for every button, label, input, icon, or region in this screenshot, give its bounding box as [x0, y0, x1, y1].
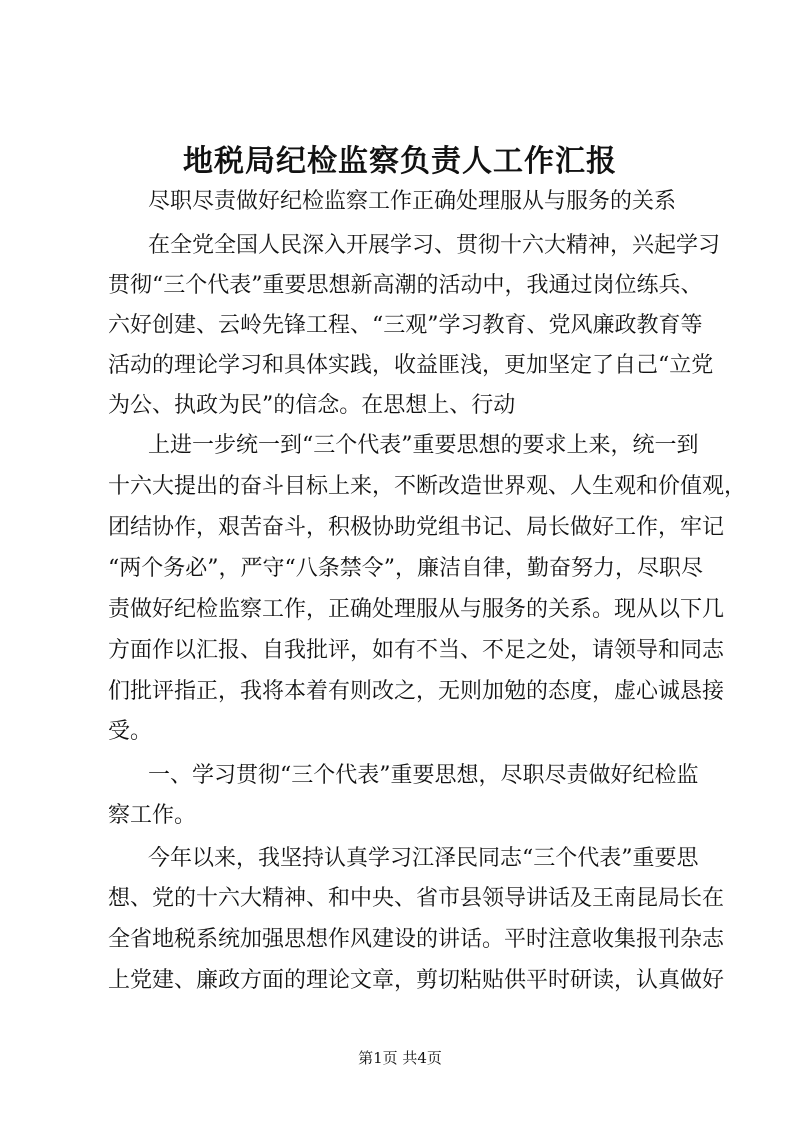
- line-text: 责做好纪检监察工作，正确处理服从与服务的关系。现从以下几: [108, 597, 725, 622]
- text-line: [0, 228, 800, 264]
- line-text: 十六大提出的奋斗目标上来，不断改造世界观、人生观和价值观，: [108, 474, 747, 499]
- text-line: [0, 881, 800, 917]
- line-text: 上进一步统一到“三个代表”重要思想的要求上来，统一到: [148, 433, 699, 458]
- section-heading-text: 一、学习贯彻“三个代表”重要思想，尽职尽责做好纪检监: [148, 763, 699, 788]
- text-line: [0, 714, 800, 750]
- line-text: 为公、执政为民”的信念。在思想上、行动: [108, 393, 516, 418]
- text-line: [0, 841, 800, 877]
- line-text: 们批评指正，我将本着有则改之，无则加勉的态度，虚心诚恳接: [108, 679, 725, 704]
- text-line: [0, 674, 800, 710]
- text-line: [0, 510, 800, 546]
- line-text: 贯彻“三个代表”重要思想新高潮的活动中，我通过岗位练兵、: [108, 273, 703, 298]
- section-heading-line: [0, 798, 800, 834]
- text-line: [0, 963, 800, 999]
- line-text: 活动的理论学习和具体实践，收益匪浅，更加坚定了自己“立党: [108, 353, 714, 378]
- text-line: [0, 348, 800, 384]
- text-line: [0, 551, 800, 587]
- line-text: 六好创建、云岭先锋工程、“三观”学习教育、党风廉政教育等: [108, 313, 703, 338]
- line-text: 上党建、廉政方面的理论文章，剪切粘贴供平时研读，认真做好: [108, 968, 725, 993]
- text-line: [0, 388, 800, 424]
- document-title: 地税局纪检监察负责人工作汇报: [183, 144, 617, 179]
- text-line: [0, 268, 800, 304]
- line-text: 今年以来，我坚持认真学习江泽民同志“三个代表”重要思: [148, 846, 699, 871]
- line-text: 受。: [108, 719, 153, 744]
- page-footer: 第1页 共4页: [358, 1049, 442, 1067]
- line-text: 想、党的十六大精神、和中央、省市县领导讲话及王南昆局长在: [108, 886, 725, 911]
- line-text: 在全党全国人民深入开展学习、贯彻十六大精神，兴起学习: [148, 233, 721, 258]
- text-line: [0, 592, 800, 628]
- line-text: 方面作以汇报、自我批评，如有不当、不足之处，请领导和同志: [108, 638, 725, 663]
- line-text: 团结协作，艰苦奋斗，积极协助党组书记、局长做好工作，牢记: [108, 515, 725, 540]
- line-text: 全省地税系统加强思想作风建设的讲话。平时注意收集报刊杂志: [108, 927, 725, 952]
- text-line: [0, 428, 800, 464]
- section-heading-line: [0, 758, 800, 794]
- text-line: [0, 308, 800, 344]
- text-line: [0, 922, 800, 958]
- line-text: “两个务必”，严守“八条禁令”，廉洁自律，勤奋努力，尽职尽: [108, 556, 703, 581]
- text-line: [0, 633, 800, 669]
- section-heading-text: 察工作。: [108, 803, 197, 828]
- document-subtitle: 尽职尽责做好纪检监察工作正确处理服从与服务的关系: [148, 189, 677, 214]
- text-line: [0, 469, 800, 505]
